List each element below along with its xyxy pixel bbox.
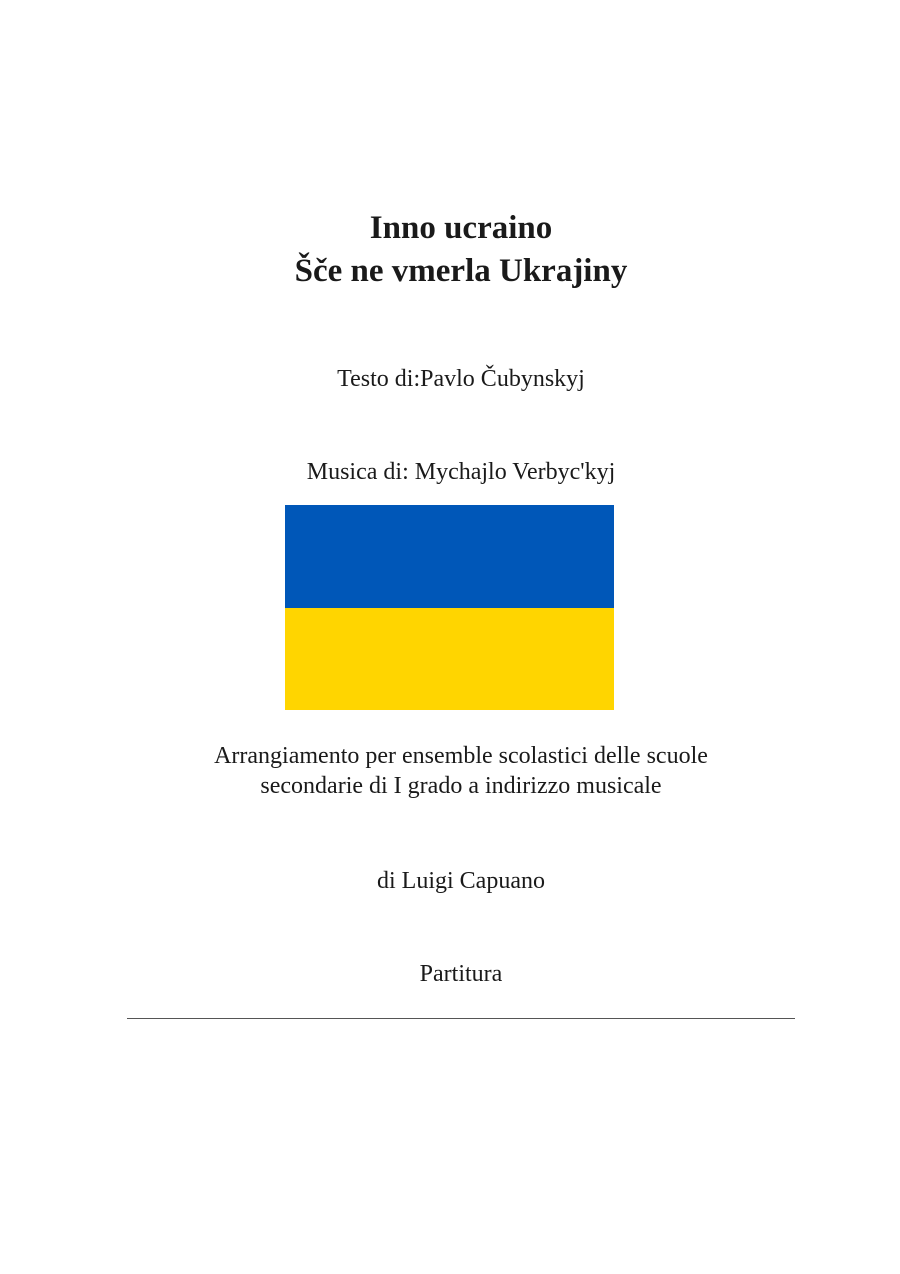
arrangement-line-2: secondarie di I grado a indirizzo musicale [260,773,662,799]
arranger: di Luigi Capuano [377,868,545,894]
title-line-1: Inno ucraino [369,210,553,246]
lyrics-credit: Testo di:Pavlo Čubynskyj [337,366,585,392]
flag-yellow-stripe [285,608,614,711]
flag-blue-stripe [285,505,614,608]
title-line-2: Šče ne vmerla Ukrajiny [294,253,628,289]
horizontal-rule [127,1018,795,1019]
music-credit: Musica di: Mychajlo Verbyc'kyj [306,459,616,485]
arrangement-line-1: Arrangiamento per ensemble scolastici delle scuole [214,743,708,769]
ukraine-flag [285,505,614,710]
document-type: Partitura [419,961,503,987]
